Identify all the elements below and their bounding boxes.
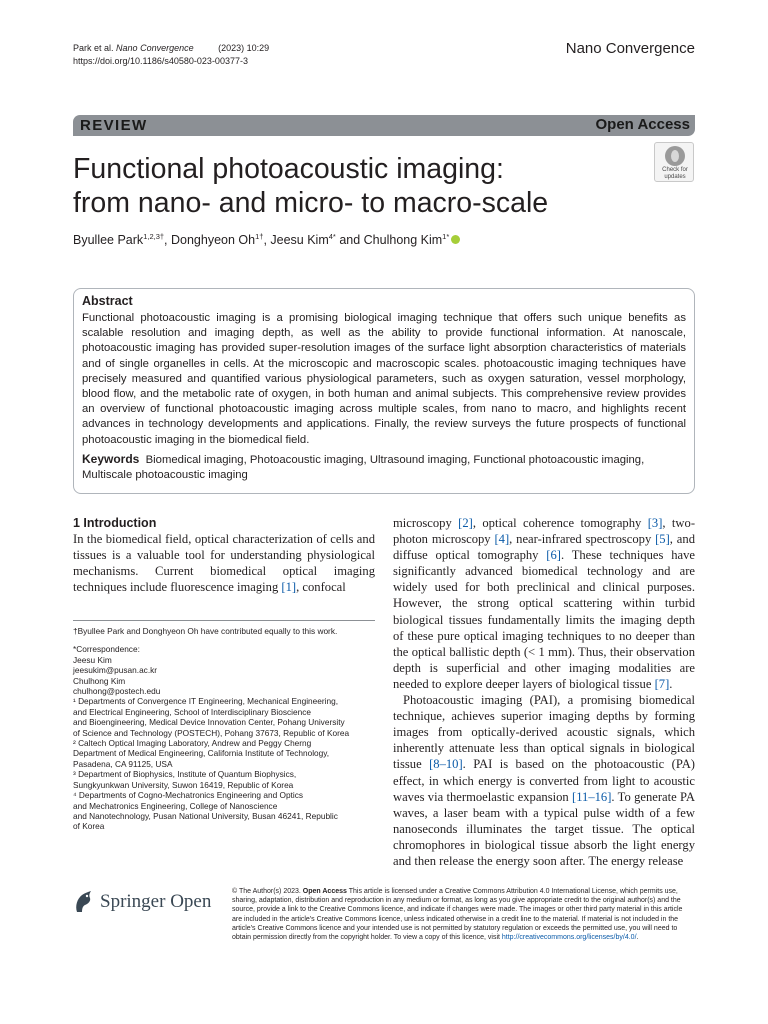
license-link[interactable]: http://creativecommons.org/licenses/by/4.0/ xyxy=(501,934,637,942)
title-line-1: Functional photoacoustic imaging: xyxy=(73,153,504,185)
right-column xyxy=(393,515,695,869)
author-list: Byullee Park$^{1,2,3\dagger}$, Donghyeon $Oh^{1\dagger}$, Jeesu Kim$^{4*}$ and Chulhong Kim$^{1*}$ xyxy=(73,232,460,247)
author-affiliation: 4* xyxy=(328,232,336,241)
email-link[interactable]: chulhong@postech.edu xyxy=(73,686,161,697)
author-name[interactable]: Chulhong Kim xyxy=(363,233,443,247)
keywords-text: Biomedical imaging, Photoacoustic imaging, Ultrasound imaging, Functional photoacoustic imaging, Multiscale photoacoustic imaging xyxy=(82,453,645,482)
author-affiliation: 1* xyxy=(442,232,450,241)
check-for-updates-badge[interactable] xyxy=(654,142,694,182)
abstract-text: Functional photoacoustic imaging is a promising biological imaging technique that offers such unique benefits as scalable resolution and imaging depth, as well as the ability to provide functional information. At nanoscale, photoacoustic imaging has provided super-resolution images of the surface light absorption characteristics of materials and of single organelles in cells. At the microscopic and macroscopic scales. photoacoustic imaging techniques have precisely measured and quantified various physiological parameters, such as oxygen saturation, vessel morphology, blood flow, and the metabolic rate of oxygen, in both human and animal subjects. This comprehensive review provides an overview of functional photoacoustic imaging across multiple scales, from nano to macro, and highlights recent advances in technology developments and applications. Finally, the review surveys the future prospects of functional photoacoustic imaging in the biomedical field. xyxy=(82,312,686,446)
journal-name: Nano Convergence xyxy=(565,40,695,57)
author-name[interactable]: Donghyeon Oh xyxy=(171,233,256,247)
body-paragraph: Photoacoustic imaging (PAI), a promising biomedical technique, achieves superior imaging depths by forming images from optically-derived acoustic signals, which inherently attenuate less than optical signals in biological tissue [8–10]. PAI is based on the photoacoustic (PA) effect, in which energy is converted from light to acoustic waves via thermoelastic expansion [11–16]. To generate PA waves, a laser beam with a typical pulse width of a few nanoseconds illuminates the target tissue. The optical chromophores in biological tissue absorb the light energy and then release the energy soon after. The energy release xyxy=(393,693,695,868)
citation-link[interactable]: [6] xyxy=(546,548,561,563)
citation-link[interactable]: [2] xyxy=(458,516,473,530)
body-paragraph: In the biomedical field, optical characterization of cells and tissues is a valuable tool for understanding physiological mechanisms. Current biomedical optical imaging techniques include fluorescence imaging [1], confocal xyxy=(73,532,375,595)
license-open-access: Open Access xyxy=(302,888,347,895)
citation-link[interactable]: [1] xyxy=(281,580,297,595)
publisher-open: Open xyxy=(170,891,212,912)
header-doi-link[interactable]: https://doi.org/10.1186/s40580-023-00377-3 xyxy=(73,56,248,66)
email-link[interactable]: jeesukim@pusan.ac.kr xyxy=(73,665,158,676)
citation-link[interactable]: [8–10] xyxy=(429,757,463,772)
equal-contribution-note: †Byullee Park and Donghyeon Oh have contributed equally to this work. xyxy=(73,626,338,636)
article-title xyxy=(73,152,643,220)
orcid-icon[interactable] xyxy=(451,235,460,244)
left-column xyxy=(73,515,375,595)
abstract-box xyxy=(73,288,695,494)
citation-link[interactable]: [7] xyxy=(654,676,670,691)
open-access-label: Open Access xyxy=(595,116,690,133)
footnote-divider xyxy=(73,620,375,621)
keywords xyxy=(82,452,686,483)
author-name[interactable]: Jeesu Kim xyxy=(270,233,329,247)
check-updates-line1: Check for xyxy=(662,167,688,173)
article-type-banner xyxy=(73,115,695,136)
author-affiliation: 1† xyxy=(255,232,264,241)
title-line-2: from nano- and micro- to macro-scale xyxy=(73,187,549,219)
publisher-name: Springer xyxy=(100,891,166,912)
header-year-volume: (2023) 10:29 xyxy=(218,43,270,53)
section-heading-introduction: 1 Introduction xyxy=(73,516,157,530)
citation-link[interactable]: [4] xyxy=(494,532,510,547)
running-header-citation xyxy=(73,42,269,68)
author-name[interactable]: Byullee Park xyxy=(73,233,144,247)
header-authors: Park et al. xyxy=(73,43,114,53)
citation-link[interactable]: [11–16] xyxy=(572,789,612,804)
article-type-label: REVIEW xyxy=(80,117,148,134)
citation-link[interactable]: [3] xyxy=(647,516,663,530)
header-journal: Nano Convergence xyxy=(116,43,194,53)
citation-link[interactable]: [5] xyxy=(655,532,670,547)
springer-horse-icon xyxy=(73,890,95,914)
keywords-label: Keywords xyxy=(82,451,140,466)
body-paragraph: microscopy [2], optical coherence tomography [3], two-photon microscopy [4], near-infrared spectroscopy [5], and diffuse optical tomography [6]. These techniques have significantly advanced biomedical technology and are widely used for both preclinical and clinical purposes. However, the strong optical scattering within turbid biological tissues fundamentally limits the imaging depth of these pure optical imaging techniques to no deeper than the optical ballistic depth (< 1 mm). Thus, their observation depth is superficial and other imaging modalities are needed to explore deeper layers of biological tissue [7]. xyxy=(393,516,696,691)
check-updates-line2: updates xyxy=(664,174,686,180)
author-affiliation: 1,2,3† xyxy=(143,232,165,241)
springer-open-logo[interactable] xyxy=(73,888,223,918)
abstract-heading: Abstract xyxy=(82,294,133,308)
crossmark-icon xyxy=(665,146,685,166)
license-statement: © The Author(s) 2023. Open Access This article is licensed under a Creative Commons Attribution 4.0 International License, which permits use, sharing, adaptation, distribution and reproduction in any medium or format, as long as you give appropriate credit to the original author(s) and the source, provide a link to the Creative Commons licence, and indicate if changes were made. The images or other third party material in this article are included in the article's Creative Commons licence, unless indicated otherwise in a credit line to the material. If material is not included in the article's Creative Commons licence and your intended use is not permitted by statutory regulation or exceeds the permitted use, you will need to obtain permission directly from the copyright holder. To view a copy of this licence, visit http://creativecommons.org/licenses/by/4.0/. xyxy=(232,888,683,942)
footnotes: †Byullee Park and Donghyeon Oh have contributed equally to this work. *Correspondence: Jeesu Kim jeesukim@pusan.ac.kr Chulhong Kim chulhong@postech.edu ¹ Departments of Convergence IT Engineering, Mechanical Engineering, and Electrical Engineering, School of Interdisciplinary Bioscience and Bioengineering, Medical Device Innovation Center, Pohang University of Science and Technology (POSTECH), Pohang 37673, Republic of Korea ² Caltech Optical Imaging Laboratory, Andrew and Peggy Cherng Department of Medical Engineering, California Institute of Technology, Pasadena, CA 91125, USA ³ Department of Biophysics, Institute of Quantum Biophysics, Sungkyunkwan University, Suwon 16419, Republic of Korea ⁴ Departments of Cogno-Mechatronics Engineering and Optics and Mechatronics Engineering, College of Nanoscience and Nanotechnology, Pusan National University, Busan 46241, Republic of Korea xyxy=(73,626,375,832)
